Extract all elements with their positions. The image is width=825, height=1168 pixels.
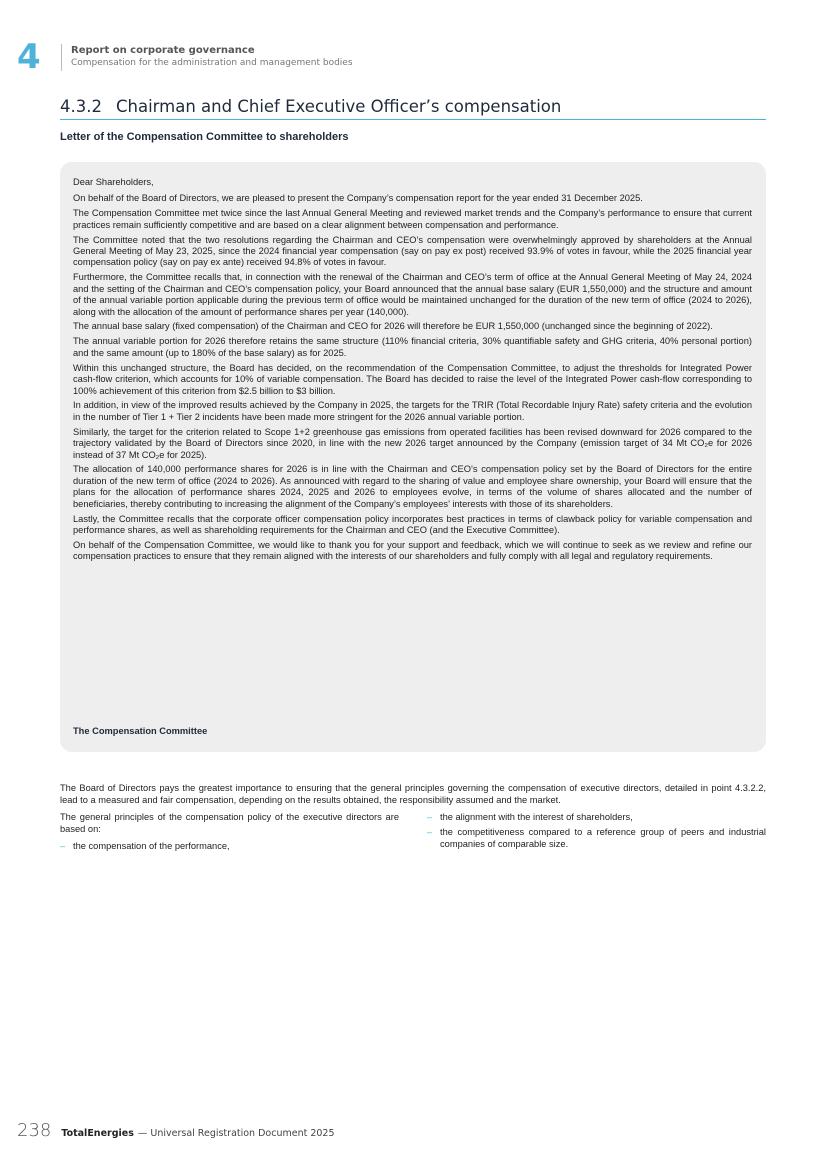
chapter-number: 4 bbox=[17, 37, 41, 77]
list-item bbox=[427, 811, 766, 823]
letter-paragraph: Similarly, the target for the criterion related to Scope 1+2 greenhouse gas emissions from operated facilities has been revised downward for 2026 compared to the trajectory validated by the Board of Directors since 2020, in line with the new 2026 target announced by the Company (emission target of 34 Mt CO₂e for 2026 instead of 37 Mt CO₂e for 2025). bbox=[73, 426, 752, 460]
letter-subheading: Letter of the Compensation Committee to shareholders bbox=[60, 131, 349, 143]
letter-paragraph: Lastly, the Committee recalls that the corporate officer compensation policy incorporates best practices in terms of clawback policy for variable compensation and performance shares, as well as shareholding requirements for the Chairman and CEO (and the Executive Committee). bbox=[73, 513, 752, 535]
header-title: Report on corporate governance bbox=[71, 45, 255, 56]
running-header bbox=[71, 45, 353, 69]
body-section bbox=[60, 782, 766, 855]
footer-document-title: — Universal Registration Document 2025 bbox=[137, 1128, 335, 1139]
page-footer bbox=[17, 1120, 335, 1141]
list-item bbox=[427, 826, 766, 850]
list-item-text: the compensation of the performance, bbox=[73, 841, 230, 851]
section-heading bbox=[60, 97, 766, 120]
section-title: Chairman and Chief Executive Officer’s compensation bbox=[116, 97, 562, 116]
section-number: 4.3.2 bbox=[60, 97, 102, 116]
letter-paragraph: The annual variable portion for 2026 therefore retains the same structure (110% financial criteria, 30% quantifiable safety and GHG criteria, 40% personal portion) and the same amount (up to 180% of the base salary) as for 2025. bbox=[73, 336, 752, 358]
letter-paragraph: On behalf of the Compensation Committee, we would like to thank you for your support and feedback, which we will continue to seek as we review and refine our compensation practices to ensure that they remain aligned with the interests of our shareholders and fully comply with all legal and regulatory requirements. bbox=[73, 539, 752, 562]
letter-paragraph: The annual base salary (fixed compensation) of the Chairman and CEO for 2026 will therefore be EUR 1,550,000 (unchanged since the beginning of 2022). bbox=[73, 321, 713, 332]
dash-icon: – bbox=[427, 812, 433, 822]
letter-paragraph: The Committee noted that the two resolutions regarding the Chairman and CEO’s compensation were overwhelmingly approved by shareholders at the Annual General Meeting of May 23, 2025, since the 2024 financial year compensation (say on pay ex post) received 93.9% of votes in favour, while the 2025 financial year compensation policy (say on pay ex ante) received 94.8% of votes in favour. bbox=[73, 234, 752, 268]
letter-paragraph: In addition, in view of the improved results achieved by the Company in 2025, the targets for the TRIR (Total Recordable Injury Rate) safety criteria and the evolution in the number of Tier 1 + Tier 2 incidents have been made more stringent for the 2026 annual variable portion. bbox=[73, 400, 752, 422]
header-subtitle: Compensation for the administration and management bodies bbox=[71, 58, 353, 68]
letter-salutation: Dear Shareholders, bbox=[73, 177, 154, 187]
letter-paragraph: Within this unchanged structure, the Board has decided, on the recommendation of the Compensation Committee, to adjust the thresholds for Integrated Power cash-flow criterion, which accounts for 10% of variable compensation. The Board has decided to raise the level of the Integrated Power cash-flow corresponding to 100% achievement of this criterion from $2.5 billion to $3 billion. bbox=[73, 362, 752, 396]
left-column bbox=[60, 811, 399, 855]
footer-brand: TotalEnergies bbox=[61, 1128, 134, 1139]
principles-columns bbox=[60, 811, 766, 855]
letter-box bbox=[60, 162, 766, 752]
right-column bbox=[427, 811, 766, 855]
list-item-text: the competitiveness compared to a reference group of peers and industrial companies of comparable size. bbox=[440, 827, 766, 849]
letter-paragraph: Furthermore, the Committee recalls that, in connection with the renewal of the Chairman and CEO’s term of office at the Annual General Meeting of May 24, 2024 and the setting of the Chairman and CEO’s compensation policy, your Board announced that the annual base salary (EUR 1,550,000) and the structure and amount of the annual variable portion applicable during the previous term of office would be maintained unchanged for the duration of the new term of office (2024 to 2026), along with the allocation of the amount of performance shares per year (140,000). bbox=[73, 272, 752, 317]
list-item bbox=[60, 840, 399, 852]
body-intro: The Board of Directors pays the greatest importance to ensuring that the general principles governing the compensation of executive directors, detailed in point 4.3.2.2, lead to a measured and fair compensation, depending on the results obtained, the responsibility assumed and the market. bbox=[60, 783, 766, 805]
list-item-text: the alignment with the interest of shareholders, bbox=[440, 812, 633, 822]
page-number: 238 bbox=[17, 1120, 52, 1141]
letter-paragraph: The Compensation Committee met twice since the last Annual General Meeting and reviewed market trends and the Company’s performance to ensure that current practices remain sufficiently competitive and are based on a clear alignment between compensation and performance. bbox=[73, 208, 752, 230]
letter-paragraph: The allocation of 140,000 performance shares for 2026 is in line with the Chairman and CEO’s compensation policy set by the Board of Directors for the entire duration of the new term of office (2024 to 2026). As announced with regard to the sharing of value and employee share ownership, your Board will ensure that the plans for the allocation of performance shares 2024, 2025 and 2026 to employees evolve, in terms of the volume of shares allocated and the number of beneficiaries, thereby contributing to increasing the alignment of the Company’s employees’ interests with those of its shareholders. bbox=[73, 464, 752, 509]
header-divider bbox=[61, 44, 62, 71]
dash-icon: – bbox=[60, 841, 66, 851]
dash-icon: – bbox=[427, 827, 433, 837]
letter-signature: The Compensation Committee bbox=[73, 726, 208, 736]
principles-intro: The general principles of the compensation policy of the executive directors are based on: bbox=[60, 812, 399, 834]
letter-paragraph: On behalf of the Board of Directors, we are pleased to present the Company’s compensation report for the year ended 31 December 2025. bbox=[73, 193, 643, 204]
